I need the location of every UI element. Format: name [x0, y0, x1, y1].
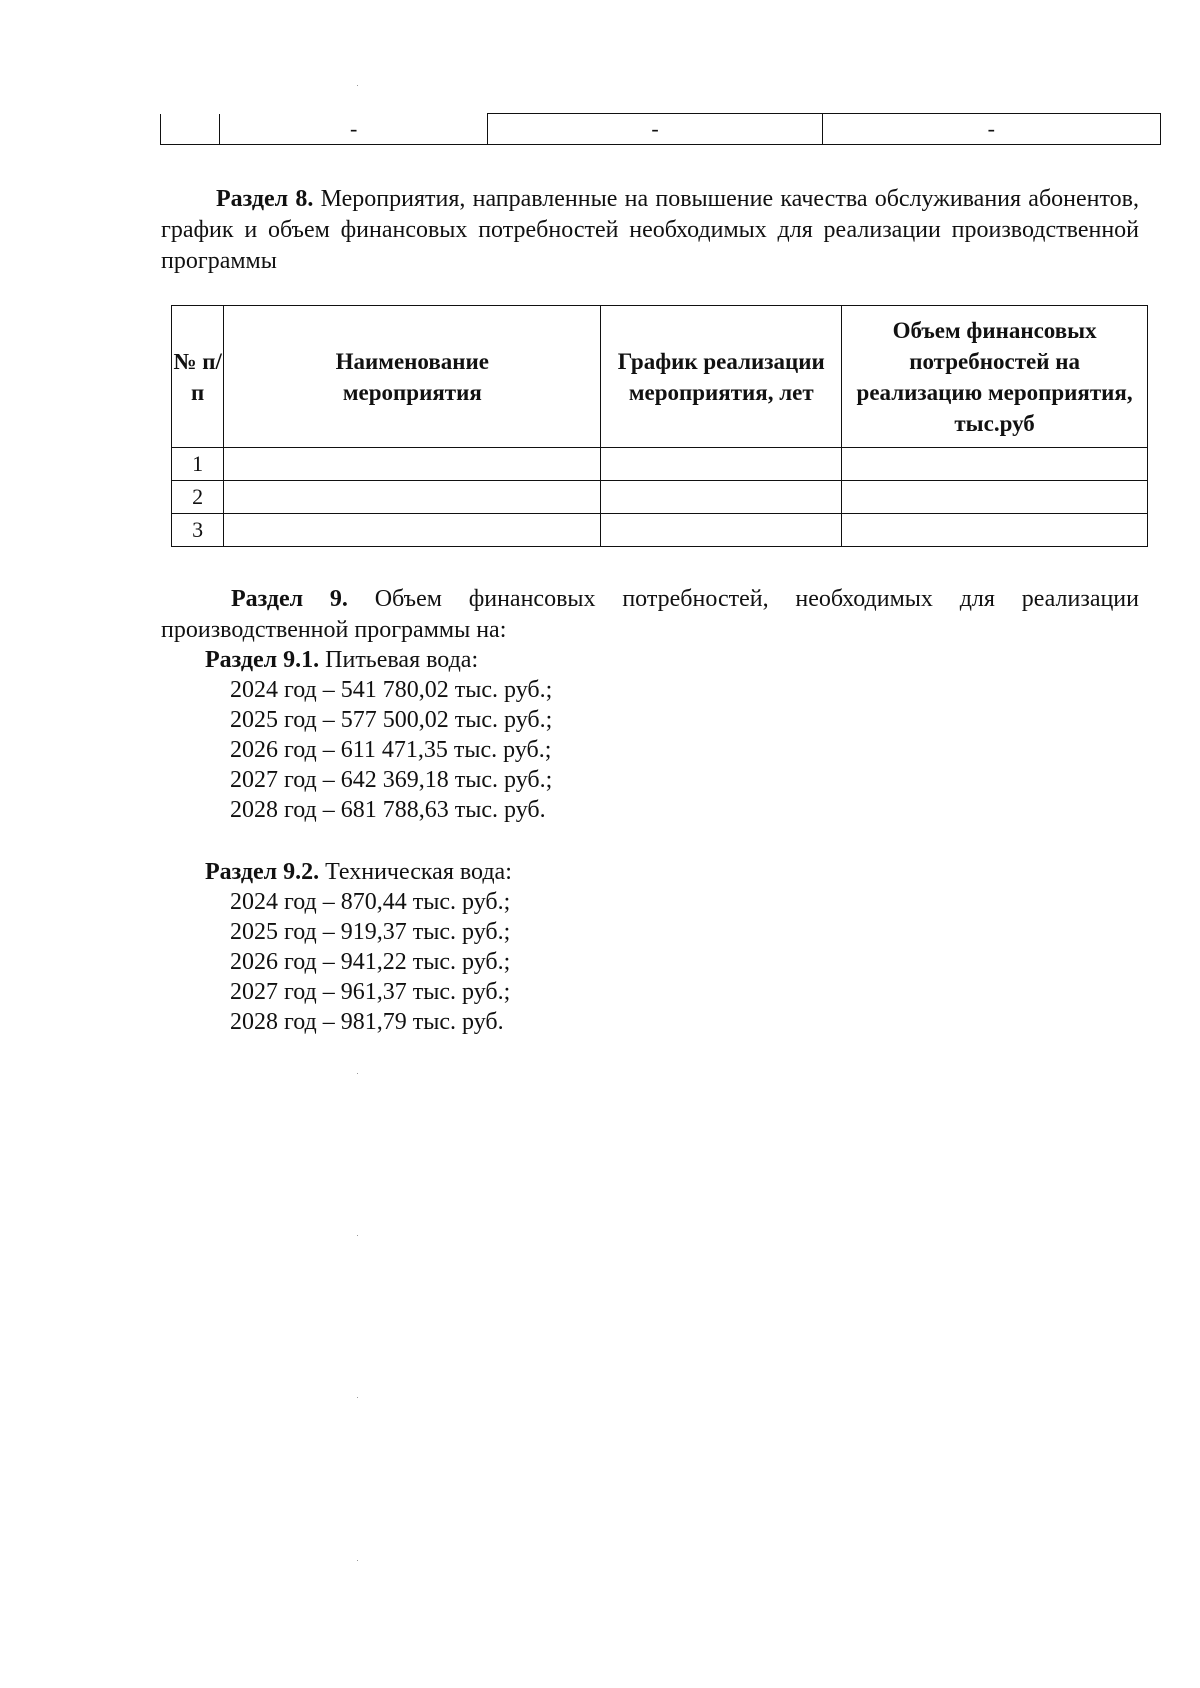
section-8-paragraph: [161, 184, 1139, 277]
header-number: № п/п: [172, 306, 224, 448]
section-8-text: Мероприятия, направленные на повышение качества обслуживания абонентов, график и объем финансовых потребностей необходимых для реализации производственной программы: [161, 186, 1139, 274]
section-9-text: Объем финансовых потребностей, необходимых для реализации производственной программы на:: [161, 586, 1139, 643]
scan-mark: [357, 1235, 358, 1236]
table-row: [172, 514, 1148, 547]
row-number: 2: [172, 481, 224, 514]
list-item: 2024 год – 541 780,02 тыс. руб.;: [230, 677, 553, 703]
header-volume: Объем финансовых потребностей на реализацию мероприятия, тыс.руб: [842, 306, 1148, 448]
list-item: 2028 год – 981,79 тыс. руб.: [230, 1009, 504, 1035]
row-name: [224, 448, 601, 481]
section-9-1-heading: [205, 645, 478, 675]
list-item: 2026 год – 611 471,35 тыс. руб.;: [230, 737, 552, 763]
scan-mark: [357, 1073, 358, 1074]
section-9-2-heading: [205, 857, 512, 887]
table-row: [161, 114, 1161, 145]
list-item: 2027 год – 642 369,18 тыс. руб.;: [230, 767, 553, 793]
table-row: [172, 481, 1148, 514]
list-item: 2028 год – 681 788,63 тыс. руб.: [230, 797, 546, 823]
row-volume: [842, 481, 1148, 514]
row-number: 1: [172, 448, 224, 481]
table-cell: -: [220, 114, 488, 145]
row-volume: [842, 514, 1148, 547]
row-name: [224, 514, 601, 547]
row-name: [224, 481, 601, 514]
row-schedule: [601, 514, 842, 547]
row-volume: [842, 448, 1148, 481]
table-cell: [161, 114, 220, 145]
top-table-fragment: [160, 113, 1161, 145]
table-header-row: [172, 306, 1148, 448]
section-9-1-title: Питьевая вода:: [325, 647, 479, 673]
table-cell: -: [488, 114, 822, 145]
row-schedule: [601, 448, 842, 481]
header-name: Наименование мероприятия: [224, 306, 601, 448]
scan-mark: [357, 1397, 358, 1398]
scan-mark: [357, 85, 358, 86]
section-8-label: Раздел 8.: [216, 186, 314, 212]
section-8-table: [171, 305, 1148, 547]
row-schedule: [601, 481, 842, 514]
list-item: 2027 год – 961,37 тыс. руб.;: [230, 979, 511, 1005]
row-number: 3: [172, 514, 224, 547]
list-item: 2025 год – 577 500,02 тыс. руб.;: [230, 707, 553, 733]
section-9-paragraph: [161, 584, 1139, 646]
list-item: 2025 год – 919,37 тыс. руб.;: [230, 919, 511, 945]
section-9-1-label: Раздел 9.1.: [205, 647, 320, 673]
table-row: [172, 448, 1148, 481]
section-9-2-label: Раздел 9.2.: [205, 859, 320, 885]
section-9-label: Раздел 9.: [231, 586, 348, 612]
list-item: 2026 год – 941,22 тыс. руб.;: [230, 949, 511, 975]
list-item: 2024 год – 870,44 тыс. руб.;: [230, 889, 511, 915]
section-9-2-title: Техническая вода:: [325, 859, 512, 885]
table-cell: -: [822, 114, 1160, 145]
scan-mark: [357, 1560, 358, 1561]
header-schedule: График реализации мероприятия, лет: [601, 306, 842, 448]
